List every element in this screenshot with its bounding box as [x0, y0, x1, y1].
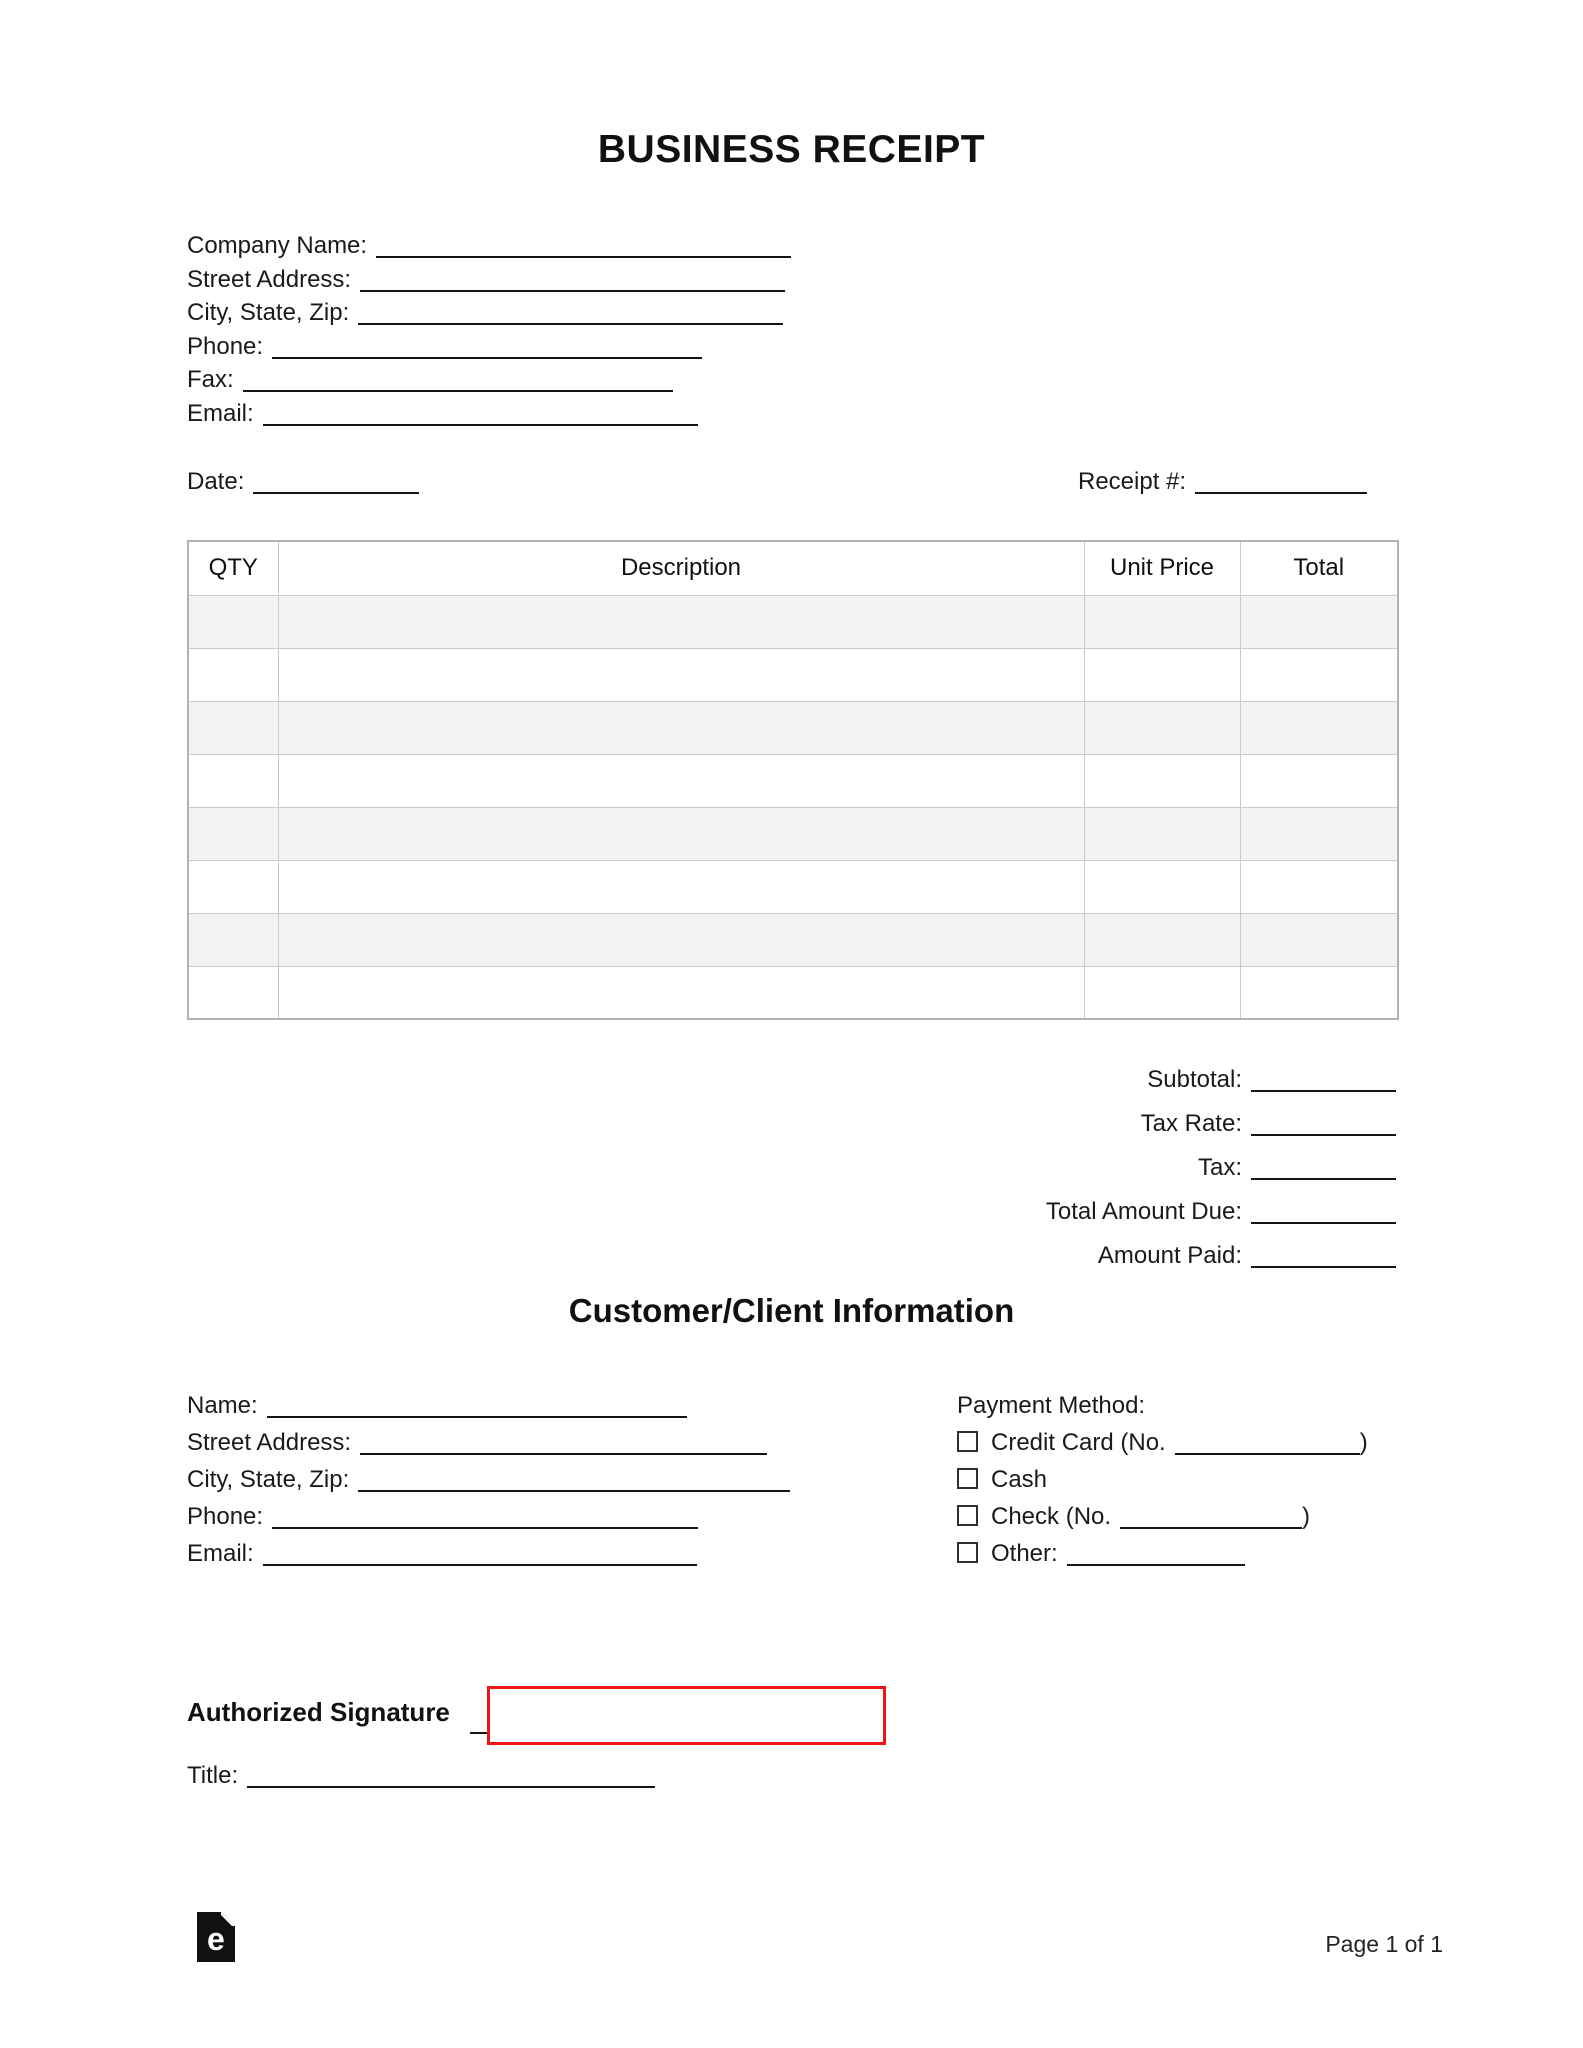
cell-total[interactable]	[1240, 807, 1398, 860]
total-amount-due-blank-line[interactable]	[1251, 1200, 1396, 1224]
check-number-blank-line[interactable]	[1120, 1505, 1302, 1529]
customer-section-heading: Customer/Client Information	[568, 1292, 1015, 1329]
cell-description[interactable]	[278, 966, 1084, 1019]
signature-line-stub	[470, 1710, 488, 1734]
other-blank-line[interactable]	[1067, 1542, 1245, 1566]
customer-phone-row	[187, 1498, 790, 1535]
table-row	[188, 648, 1398, 701]
amount-paid-label: Amount Paid:	[1097, 1242, 1242, 1269]
credit-card-number-blank-line[interactable]	[1175, 1431, 1360, 1455]
company-email-blank-line[interactable]	[263, 402, 698, 426]
tax-label: Tax:	[1197, 1154, 1242, 1181]
cell-unit-price[interactable]	[1084, 860, 1240, 913]
amount-paid-blank-line[interactable]	[1251, 1244, 1396, 1268]
customer-info-section	[187, 1387, 790, 1572]
cell-description[interactable]	[278, 701, 1084, 754]
other-label: Other:	[991, 1540, 1058, 1567]
company-phone-label: Phone:	[187, 332, 264, 360]
payment-method-label: Payment Method:	[957, 1392, 1146, 1419]
customer-email-row	[187, 1535, 790, 1572]
cell-qty[interactable]	[188, 648, 278, 701]
payment-method-heading-row	[957, 1387, 1368, 1424]
customer-name-label: Name:	[187, 1392, 258, 1419]
customer-phone-blank-line[interactable]	[272, 1505, 698, 1529]
cell-qty[interactable]	[188, 754, 278, 807]
cell-total[interactable]	[1240, 595, 1398, 648]
customer-street-label: Street Address:	[187, 1429, 352, 1456]
date-label: Date:	[187, 468, 245, 495]
table-row	[188, 754, 1398, 807]
company-email-row	[187, 397, 791, 431]
check-label: Check (No.	[991, 1503, 1112, 1530]
company-fax-row	[187, 363, 791, 397]
cell-total[interactable]	[1240, 860, 1398, 913]
cell-unit-price[interactable]	[1084, 754, 1240, 807]
company-phone-blank-line[interactable]	[272, 335, 702, 359]
customer-city-label: City, State, Zip:	[187, 1466, 350, 1493]
table-row	[188, 860, 1398, 913]
tax-rate-row	[1046, 1102, 1396, 1146]
company-city-label: City, State, Zip:	[187, 299, 350, 326]
company-fax-blank-line[interactable]	[243, 368, 673, 392]
cell-unit-price[interactable]	[1084, 595, 1240, 648]
table-row	[188, 913, 1398, 966]
customer-street-blank-line[interactable]	[360, 1431, 767, 1455]
signature-field[interactable]	[487, 1686, 886, 1745]
check-paren-suffix: )	[1302, 1503, 1311, 1530]
cell-unit-price[interactable]	[1084, 648, 1240, 701]
credit-card-paren-suffix: )	[1359, 1429, 1368, 1456]
other-checkbox[interactable]	[957, 1542, 978, 1563]
column-header-description: Description	[278, 541, 1084, 595]
tax-row	[1046, 1146, 1396, 1190]
column-header-unit-price: Unit Price	[1084, 541, 1240, 595]
customer-city-row	[187, 1461, 790, 1498]
items-table-header-row	[188, 541, 1398, 595]
cell-qty[interactable]	[188, 913, 278, 966]
items-table	[187, 540, 1399, 1020]
date-field	[187, 468, 419, 496]
cell-description[interactable]	[278, 754, 1084, 807]
company-fax-label: Fax:	[187, 366, 234, 393]
company-name-label: Company Name:	[187, 232, 368, 259]
cell-unit-price[interactable]	[1084, 966, 1240, 1019]
customer-phone-label: Phone:	[187, 1503, 264, 1530]
subtotal-label: Subtotal:	[1147, 1066, 1242, 1093]
customer-city-blank-line[interactable]	[358, 1468, 790, 1492]
cash-checkbox[interactable]	[957, 1468, 978, 1489]
cell-qty[interactable]	[188, 860, 278, 913]
company-street-blank-line[interactable]	[360, 268, 785, 292]
payment-option-check	[957, 1498, 1368, 1535]
cell-total[interactable]	[1240, 648, 1398, 701]
logo-letter: e	[207, 1921, 225, 1957]
authorized-signature-label: Authorized Signature	[187, 1697, 450, 1727]
payment-option-other	[957, 1535, 1368, 1572]
cell-total[interactable]	[1240, 701, 1398, 754]
subtotal-row	[1046, 1058, 1396, 1102]
total-amount-due-label: Total Amount Due:	[1045, 1198, 1242, 1225]
receipt-number-field	[1078, 468, 1367, 496]
tax-rate-blank-line[interactable]	[1251, 1112, 1396, 1136]
cell-qty[interactable]	[188, 807, 278, 860]
title-label: Title:	[187, 1762, 239, 1789]
company-name-row	[187, 229, 791, 263]
customer-email-label: Email:	[187, 1540, 254, 1567]
cell-unit-price[interactable]	[1084, 913, 1240, 966]
payment-option-credit-card	[957, 1424, 1368, 1461]
company-info-section	[187, 229, 791, 430]
total-amount-due-row	[1046, 1190, 1396, 1234]
title-field	[187, 1762, 655, 1790]
cell-qty[interactable]	[188, 595, 278, 648]
customer-name-row	[187, 1387, 790, 1424]
date-blank-line[interactable]	[253, 470, 419, 494]
cell-total[interactable]	[1240, 913, 1398, 966]
cash-label: Cash	[991, 1466, 1048, 1493]
amount-paid-row	[1046, 1234, 1396, 1278]
document-icon	[196, 1911, 236, 1963]
company-city-row	[187, 296, 791, 330]
cell-description[interactable]	[278, 595, 1084, 648]
company-phone-row	[187, 330, 791, 364]
table-row	[188, 595, 1398, 648]
table-row	[188, 966, 1398, 1019]
customer-email-blank-line[interactable]	[263, 1542, 697, 1566]
check-checkbox[interactable]	[957, 1505, 978, 1526]
cell-unit-price[interactable]	[1084, 701, 1240, 754]
column-header-total: Total	[1240, 541, 1398, 595]
cell-unit-price[interactable]	[1084, 807, 1240, 860]
tax-rate-label: Tax Rate:	[1140, 1110, 1242, 1137]
title-blank-line[interactable]	[247, 1764, 655, 1788]
totals-section	[1046, 1058, 1396, 1278]
eforms-logo	[196, 1911, 236, 1963]
credit-card-checkbox[interactable]	[957, 1431, 978, 1452]
company-street-row	[187, 263, 791, 297]
payment-option-cash	[957, 1461, 1368, 1498]
cell-qty[interactable]	[188, 701, 278, 754]
company-email-label: Email:	[187, 399, 254, 427]
receipt-number-blank-line[interactable]	[1195, 470, 1367, 494]
payment-method-section	[957, 1387, 1368, 1572]
cell-qty[interactable]	[188, 966, 278, 1019]
customer-street-row	[187, 1424, 790, 1461]
cell-description[interactable]	[278, 648, 1084, 701]
company-street-label: Street Address:	[187, 265, 352, 293]
tax-blank-line[interactable]	[1251, 1156, 1396, 1180]
cell-description[interactable]	[278, 913, 1084, 966]
cell-description[interactable]	[278, 860, 1084, 913]
receipt-number-label: Receipt #:	[1078, 468, 1187, 495]
cell-total[interactable]	[1240, 754, 1398, 807]
customer-name-blank-line[interactable]	[267, 1394, 687, 1418]
company-name-blank-line[interactable]	[376, 234, 791, 258]
cell-description[interactable]	[278, 807, 1084, 860]
page-number: Page 1 of 1	[1325, 1931, 1443, 1957]
subtotal-blank-line[interactable]	[1251, 1068, 1396, 1092]
table-row	[188, 701, 1398, 754]
company-city-blank-line[interactable]	[358, 301, 783, 325]
column-header-qty: QTY	[188, 541, 278, 595]
table-row	[188, 807, 1398, 860]
cell-total[interactable]	[1240, 966, 1398, 1019]
document-title: BUSINESS RECEIPT	[597, 128, 986, 171]
credit-card-label: Credit Card (No.	[991, 1429, 1166, 1456]
